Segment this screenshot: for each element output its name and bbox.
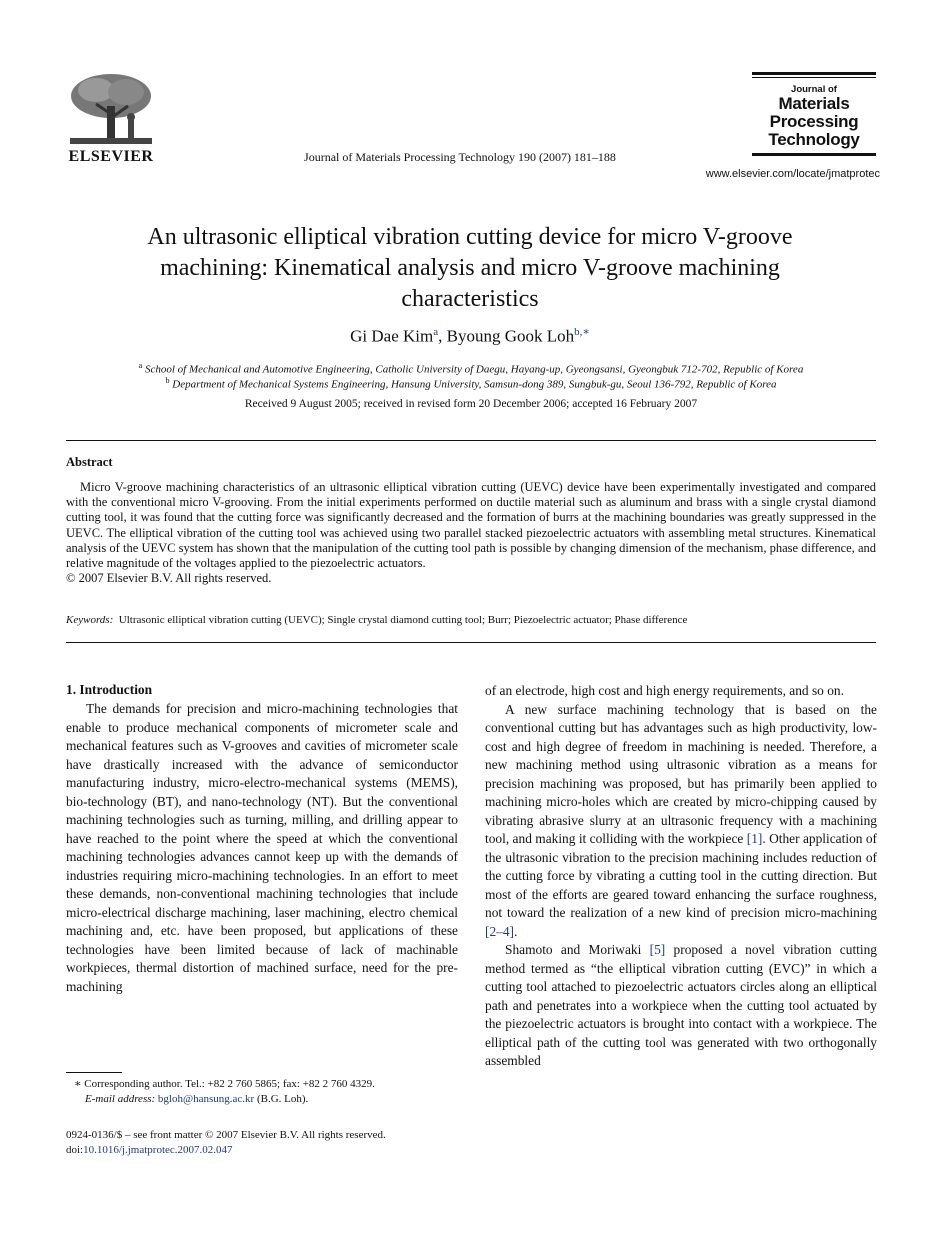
right-column — [485, 682, 877, 1071]
paragraph-text: . Other application of the ultrasonic vibration to the precision machining includes reduction of the cutting force by vibrating a cutting tool in the cutting direction. But most of the efforts are geared toward enhancing the surface roughness, not toward the realization of a new kind of precision micro-machining — [485, 831, 877, 920]
paragraph — [485, 941, 877, 1071]
journal-logo-rule-thin — [752, 77, 876, 78]
doi-line — [66, 1143, 458, 1158]
paper-title: An ultrasonic elliptical vibration cutting device for micro V-groove machining: Kinematical analysis and micro V-groove machining characteristics — [147, 224, 793, 312]
author-name: Byoung Gook Loh — [446, 326, 575, 346]
journal-citation: Journal of Materials Processing Technology 190 (2007) 181–188 — [304, 150, 616, 164]
abstract-text: Micro V-groove machining characteristics of an ultrasonic elliptical vibration cutting (UEVC) device have been experimentally investigated and compared with the conventional micro V-grooving. From the initial experiments performed on ductile material such as aluminum and brass with a single crystal diamond cutting tool, it was found that the cutting force was significantly decreased and the formation of burrs at the machining boundaries was greatly suppressed in the UEVC. The elliptical vibration of the cutting tool was achieved using two parallel stacked piezoelectric actuators with assembling metal structures. Kinematical analysis of the UEVC system has shown that the manipulation of the cutting tool path is possible by changing dimension of the mechanism, phase difference, and relative magnitude of the voltages applied to the piezoelectric actuators. — [66, 480, 876, 571]
journal-logo-line1: Materials — [778, 94, 850, 113]
paragraph-text: Shamoto and Moriwaki — [505, 942, 650, 957]
footnote-rule — [66, 1072, 122, 1073]
abstract-body — [66, 480, 876, 586]
author-list — [100, 325, 840, 347]
footnote-marker: ∗ — [74, 1078, 82, 1090]
email-link[interactable]: bgloh@hansung.ac.kr — [157, 1093, 255, 1105]
affiliation-a — [66, 361, 876, 376]
keywords — [66, 614, 876, 626]
journal-logo-small-text: Journal of — [791, 84, 837, 95]
affiliation-marker: b — [165, 376, 170, 385]
left-column — [66, 700, 458, 996]
citation-link[interactable]: [1] — [746, 831, 763, 846]
doi-link[interactable]: 10.1016/j.jmatprotec.2007.02.047 — [83, 1144, 233, 1156]
front-matter — [66, 1128, 458, 1158]
publisher-name: ELSEVIER — [68, 148, 154, 165]
divider — [66, 642, 876, 643]
journal-logo-line2: Processing — [769, 112, 859, 131]
section-heading: 1. Introduction — [66, 682, 153, 697]
author-separator: , — [438, 326, 447, 346]
email-suffix: (B.G. Loh). — [254, 1093, 309, 1105]
paragraph: of an electrode, high cost and high energy requirements, and so on. — [485, 683, 844, 698]
paragraph: The demands for precision and micro-machining technologies that enable to produce mechanical components of micrometer scale and mechanical features such as V-grooves and cavities of micrometer scale have drastically increased with the advance of semiconductor manufacturing industry, micro-electro-mechanical systems (MEMS), bio-technology (BT), and nano-technology (NT). But the conventional machining technologies such as turning, milling, and drilling appear to have reached to the point where the speed at which the conventional machining technologies advances cannot keep up with the demands of industries requiring micro-machining technologies. In an effort to meet these demands, non-conventional machining technologies that include micro-electrical discharge machining, laser machining, electro chemical machining and, etc. have been proposed, but applications of these technologies have been limited because of lack of machinable workpieces, thermal distortion of machined surface, need for the pre-machining — [66, 701, 458, 994]
journal-logo-line3: Technology — [768, 130, 860, 149]
affiliation-b — [66, 376, 876, 391]
doi-label: doi: — [66, 1144, 84, 1156]
divider — [66, 440, 876, 441]
journal-url[interactable]: www.elsevier.com/locate/jmatprotec — [705, 168, 880, 180]
journal-logo-bottom-rule — [752, 153, 876, 156]
affiliation-marker: a — [138, 361, 143, 370]
keywords-label: Keywords: — [66, 614, 114, 626]
paragraph-text: . — [514, 923, 518, 939]
abstract-heading: Abstract — [66, 455, 113, 469]
affiliation-text: Department of Mechanical Systems Engineering, Hansung University, Samsun-dong 389, Sungbuk-gu, Seoul 136-792, Republic of Korea — [172, 378, 777, 391]
paragraph — [485, 701, 877, 942]
keywords-text: Ultrasonic elliptical vibration cutting (UEVC); Single crystal diamond cutting tool; Burr; Piezoelectric actuator; Phase difference — [118, 614, 688, 626]
journal-logo-rule — [752, 72, 876, 75]
footnote — [66, 1077, 458, 1107]
citation-link[interactable]: [2–4] — [485, 923, 515, 939]
abstract-copyright: © 2007 Elsevier B.V. All rights reserved. — [66, 571, 272, 586]
author-name: Gi Dae Kim — [350, 326, 434, 346]
email-label: E-mail address: — [85, 1093, 156, 1105]
paragraph-text: A new surface machining technology that is based on the conventional cutting but has advantages such as high productivity, low-cost and high degree of freedom in machining is needed. Therefore, a new machining method using ultrasonic vibration as a means for precision machining was proposed, but has primarily been applied to machining micro-holes which are created by micro-chipping caused by vibrating abrasive slurry at an ultrasonic frequency with a machining tool, and making it colliding with the workpiece — [485, 701, 877, 846]
affiliation-text: School of Mechanical and Automotive Engineering, Catholic University of Daegu, Hayang-up, Gyeongsansi, Gyeongbuk 712-702, Republic of Korea — [144, 363, 804, 376]
email-note — [66, 1092, 458, 1107]
issn-line: 0924-0136/$ – see front matter © 2007 Elsevier B.V. All rights reserved. — [66, 1129, 386, 1141]
journal-logo — [752, 72, 876, 156]
citation-link[interactable]: [5] — [649, 942, 666, 957]
footnote-text: Corresponding author. Tel.: +82 2 760 5865; fax: +82 2 760 4329. — [81, 1078, 375, 1090]
affiliation-marker[interactable]: a — [433, 326, 439, 338]
corresponding-author-note — [66, 1077, 458, 1092]
received-dates: Received 9 August 2005; received in revised form 20 December 2006; accepted 16 February 2007 — [244, 398, 698, 410]
paragraph-text: proposed a novel vibration cutting method termed as “the elliptical vibration cutting (EVC)” in which a cutting tool attached to piezoelectric actuators circles along an elliptical path and penetrates into a workpiece when the cutting tool actuated by the piezoelectric actuators is brought into contact with a workpiece. The elliptical path of the cutting tool was generated with two orthogonally assembled — [485, 942, 877, 1068]
affiliation-marker[interactable]: b,∗ — [574, 326, 590, 338]
